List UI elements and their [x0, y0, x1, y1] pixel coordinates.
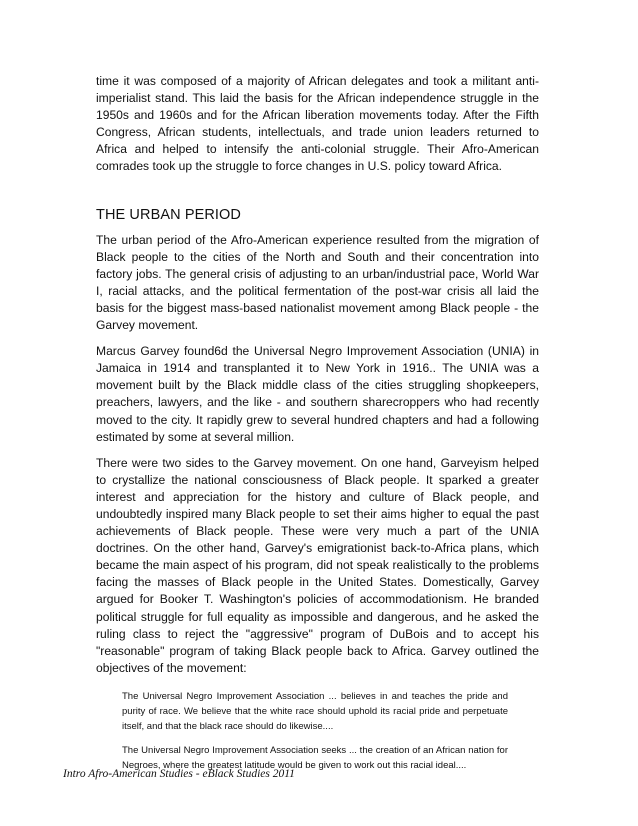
paragraph-garvey-unia: Marcus Garvey found6d the Universal Negro Improvement Association (UNIA) in Jamaica in 1914 and transplanted it to New York in 1916.. The UNIA was a movement built by the Black middle class of the cities struggling shopkeepers, preachers, lawyers, and the like - and southern sharecroppers who had recently moved to the city. It rapidly grew to several hundred chapters and had a following estimated by some at several million. [96, 344, 539, 444]
block-quote-2: The Universal Negro Improvement Association seeks ... the creation of an African nation for Negroes, where the greatest latitude would be given to work out this racial ideal.... [122, 744, 508, 771]
section-heading: THE URBAN PERIOD [96, 206, 242, 223]
page-body [96, 73, 539, 782]
paragraph-urban-period: The urban period of the Afro-American experience resulted from the migration of Black people to the cities of the North and South and their concentration into factory jobs. The general crisis of adjusting to an urban/industrial pace, World War I, racial attacks, and the political fermentation of the post-war crisis all laid the basis for the biggest mass-based nationalist movement among Black people - the Garvey movement. [96, 232, 539, 333]
paragraph-intro: time it was composed of a majority of African delegates and took a militant anti-imperialist stand. This laid the basis for the African independence struggle in the 1950s and 1960s and for the African liberation movements today. After the Fifth Congress, African students, intellectuals, and trade union leaders returned to Africa and helped to intensify the anti-colonial struggle. Their Afro-American comrades took up the struggle to force changes in U.S. policy toward Africa. [96, 74, 539, 174]
block-quote-1: The Universal Negro Improvement Association ... believes in and teaches the pride and purity of race. We believe that the white race should uphold its racial pride and perpetuate itself, and that the black race should do likewise.... [122, 690, 508, 732]
page-footer: Intro Afro-American Studies - eBlack Studies 2011 [63, 768, 295, 780]
paragraph-garvey-sides: There were two sides to the Garvey movement. On one hand, Garveyism helped to crystallize the national consciousness of Black people. It sparked a greater interest and appreciation for the history and culture of Black people, and undoubtedly inspired many Black people to set their aims higher to equal the past achievements of Black people. These were very much a part of the UNIA doctrines. On the other hand, Garvey's emigrationist back-to-Africa plans, which became the main aspect of his program, did not speak realistically to the problems facing the masses of Black people in the United States. Domestically, Garvey argued for Booker T. Washington's policies of accommodationism. He branded political struggle for full equality as impossible and dangerous, and he asked the ruling class to reject the "aggressive" program of DuBois and to accept his "reasonable" program of taking Black people back to Africa. Garvey outlined the objectives of the movement: [96, 455, 539, 675]
